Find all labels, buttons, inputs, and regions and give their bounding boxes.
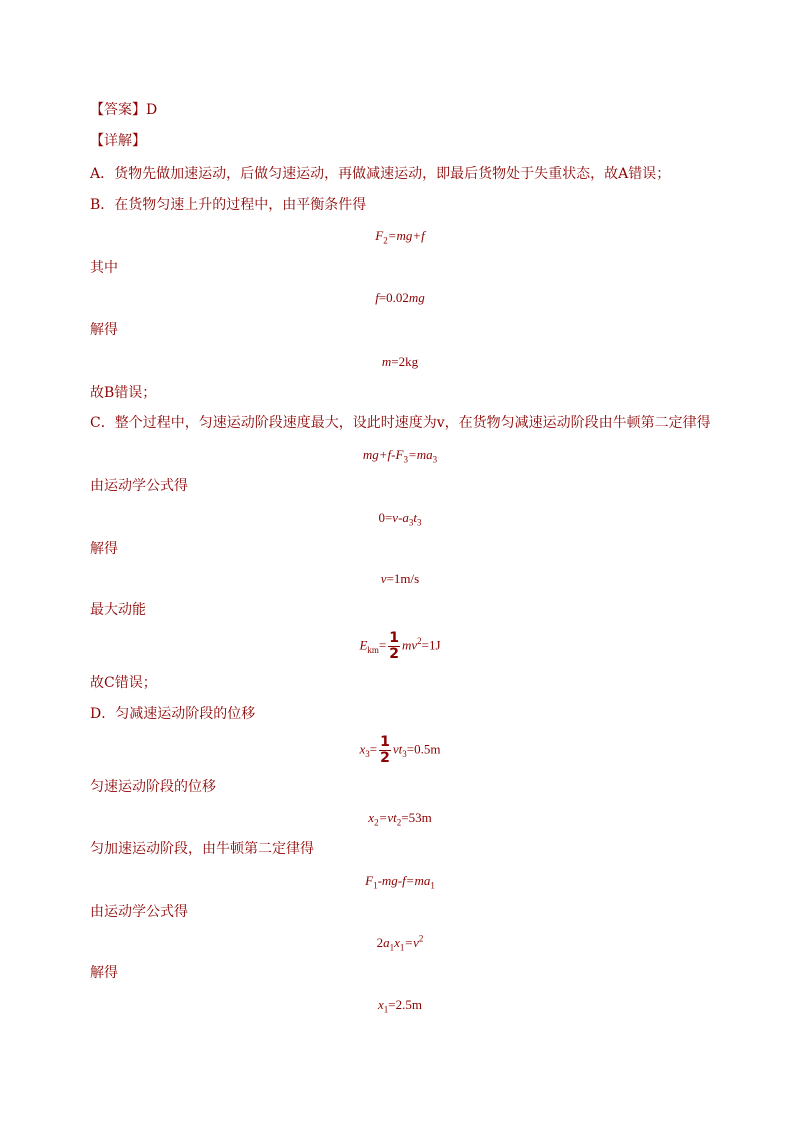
option-c-text: C．整个过程中，匀速运动阶段速度最大，设此时速度为v，在货物匀减速运动阶段由牛顿第二定律得 xyxy=(90,415,711,431)
option-c-conclusion: 故C错误； xyxy=(90,675,157,691)
jiede-label-2: 解得 xyxy=(90,541,118,557)
fraction-half-2: $\frac{1}{2}$ xyxy=(380,734,390,766)
equation-newton-3: $mg+f-F_3=ma_3$ xyxy=(362,447,438,465)
option-b-conclusion: 故B错误； xyxy=(90,385,157,401)
uniform-displacement-label: 匀速运动阶段的位移 xyxy=(90,779,216,795)
equation-x3: $x_3=$ $\frac{1}{2}$ $vt_3=0.5m$ xyxy=(359,734,441,766)
detail-heading: 【详解】 xyxy=(90,133,146,149)
kinematics-label-1: 由运动学公式得 xyxy=(90,478,188,494)
option-b-text: B．在货物匀速上升的过程中，由平衡条件得 xyxy=(90,197,367,213)
equation-friction: f=0.02mg xyxy=(375,290,425,305)
qizhong-label: 其中 xyxy=(90,260,118,276)
jiede-label-3: 解得 xyxy=(90,965,118,981)
accel-stage-label: 匀加速运动阶段，由牛顿第二定律得 xyxy=(90,841,314,857)
equation-kinematics-1: $2a_1x_1=v^2$ xyxy=(376,933,424,953)
equation-f2: $F_2=mg+f$ xyxy=(375,228,425,246)
equation-newton-1: $F_1-mg-f=ma_1$ xyxy=(365,873,435,891)
equation-kinematics-3: $0=v-a_3t_3$ xyxy=(378,510,422,528)
kinematics-label-2: 由运动学公式得 xyxy=(90,904,188,920)
equation-x1: $x_1=2.5m$ xyxy=(378,997,422,1015)
max-ke-label: 最大动能 xyxy=(90,602,146,618)
option-a-text: A．货物先做加速运动，后做匀速运动，再做减速运动，即最后货物处于失重状态，故A错误； xyxy=(90,166,671,182)
equation-kinetic-energy: $E_{km}=$ $\frac{1}{2}$ $mv^2=1J$ xyxy=(359,630,441,662)
answer-label: 【答案】D xyxy=(90,102,158,118)
equation-velocity: v=1m/s xyxy=(380,571,420,586)
fraction-half: $\frac{1}{2}$ xyxy=(389,630,399,662)
equation-mass: m=2kg xyxy=(381,354,419,369)
option-d-text: D．匀减速运动阶段的位移 xyxy=(90,706,256,722)
jiede-label-1: 解得 xyxy=(90,322,118,338)
equation-x2: $x_2=vt_2=53m$ xyxy=(368,810,432,828)
